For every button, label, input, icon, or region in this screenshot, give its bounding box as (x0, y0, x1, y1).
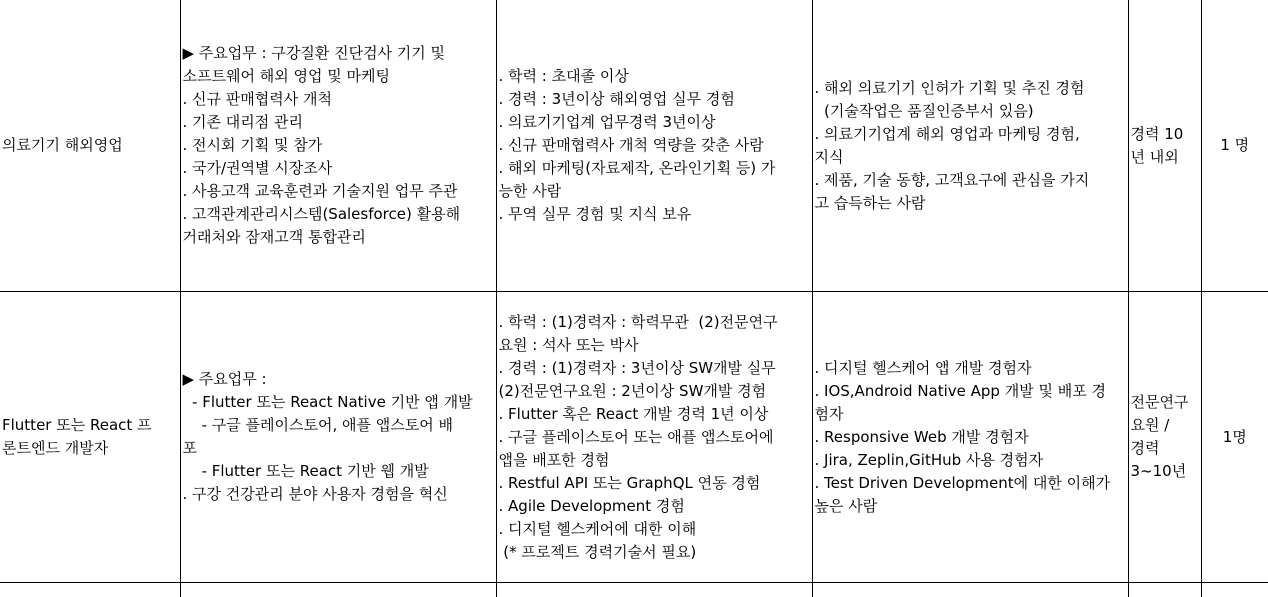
requirement-line: 요원 : 석사 또는 박사 (499, 334, 810, 357)
requirement-line: 능한 사람 (499, 180, 810, 203)
duty-line: . 사용고객 교육훈련과 기술지원 업무 주관 (183, 180, 494, 203)
position-cell (0, 0, 180, 292)
requirement-line: . 학력 : (1)경력자 : 학력무관 (2)전문연구 (499, 311, 810, 334)
preferred-line: . IOS,Android Native App 개발 및 배포 경 (815, 380, 1126, 403)
headcount-value: 1명 (1223, 428, 1247, 446)
requirement-line: . Restful API 또는 GraphQL 연동 경험 (499, 472, 810, 495)
requirement-line: 앱을 배포한 경험 (499, 449, 810, 472)
preferred-line: (기술작업은 품질인증부서 있음) (815, 100, 1126, 123)
empty-cell (1201, 583, 1268, 597)
duty-line: . 신규 판매협력사 개척 (183, 88, 494, 111)
duties-cell (180, 0, 496, 292)
duty-line: . 전시회 기획 및 참가 (183, 134, 494, 157)
duty-line: - 구글 플레이스토어, 애플 앱스토어 배 (183, 414, 494, 437)
empty-cell (496, 583, 812, 597)
duty-line: - Flutter 또는 React Native 기반 앱 개발 (183, 391, 494, 414)
headcount-cell (1201, 0, 1268, 292)
empty-cell (1128, 583, 1201, 597)
experience-cell (1128, 292, 1201, 583)
duty-line: 거래처와 잠재고객 통합관리 (183, 226, 494, 249)
duties-cell (180, 292, 496, 583)
position-title: 론트엔드 개발자 (2, 437, 178, 460)
preferred-line: 높은 사람 (815, 495, 1126, 518)
duty-line: . 구강 건강관리 분야 사용자 경험을 혁신 (183, 483, 494, 506)
preferred-cell (812, 0, 1128, 292)
requirement-line: . 디지털 헬스케어에 대한 이해 (499, 518, 810, 541)
requirement-line: . 경력 : (1)경력자 : 3년이상 SW개발 실무 (499, 357, 810, 380)
requirement-line: . 경력 : 3년이상 해외영업 실무 경험 (499, 88, 810, 111)
requirement-line: . 해외 마케팅(자료제작, 온라인기획 등) 가 (499, 157, 810, 180)
preferred-line: 고 습득하는 사람 (815, 192, 1126, 215)
preferred-line: . 해외 의료기기 인허가 기획 및 추진 경험 (815, 77, 1126, 100)
duty-line: - Flutter 또는 React 기반 웹 개발 (183, 460, 494, 483)
requirements-cell (496, 292, 812, 583)
preferred-line: . 의료기기업계 해외 영업과 마케팅 경험, (815, 123, 1126, 146)
empty-cell (180, 583, 496, 597)
requirement-line: . 무역 실무 경험 및 지식 보유 (499, 203, 810, 226)
requirement-line: . 의료기기업계 업무경력 3년이상 (499, 111, 810, 134)
headcount-value: 1 명 (1220, 136, 1249, 154)
preferred-cell (812, 292, 1128, 583)
requirement-line: (* 프로젝트 경력기술서 필요) (499, 541, 810, 564)
requirement-line: . 구글 플레이스토어 또는 애플 앱스토어에 (499, 426, 810, 449)
experience-line: 전문연구 (1131, 391, 1199, 414)
table-row (0, 583, 1268, 597)
requirement-line: (2)전문연구요원 : 2년이상 SW개발 경험 (499, 380, 810, 403)
preferred-line: . 디지털 헬스케어 앱 개발 경험자 (815, 357, 1126, 380)
requirements-cell (496, 0, 812, 292)
preferred-line: . Test Driven Development에 대한 이해가 (815, 472, 1126, 495)
table-row (0, 0, 1268, 292)
empty-cell (0, 583, 180, 597)
headcount-cell (1201, 292, 1268, 583)
duty-line: . 기존 대리점 관리 (183, 111, 494, 134)
empty-cell (812, 583, 1128, 597)
experience-line: 년 내외 (1131, 146, 1199, 169)
position-title: 의료기기 해외영업 (2, 134, 178, 157)
duty-line: 포 (183, 437, 494, 460)
requirement-line: . 학력 : 초대졸 이상 (499, 65, 810, 88)
experience-cell (1128, 0, 1201, 292)
duty-line: . 고객관계관리시스템(Salesforce) 활용해 (183, 203, 494, 226)
duty-line: ▶ 주요업무 : (183, 368, 494, 391)
requirement-line: . 신규 판매협력사 개척 역량을 갖춘 사람 (499, 134, 810, 157)
position-cell (0, 292, 180, 583)
duty-line: 소프트웨어 해외 영업 및 마케팅 (183, 65, 494, 88)
experience-line: 3~10년 (1131, 460, 1199, 483)
requirement-line: . Agile Development 경험 (499, 495, 810, 518)
preferred-line: 험자 (815, 403, 1126, 426)
table-row (0, 292, 1268, 583)
duty-line: ▶ 주요업무 : 구강질환 진단검사 기기 및 (183, 42, 494, 65)
preferred-line: . 제품, 기술 동향, 고객요구에 관심을 가지 (815, 169, 1126, 192)
experience-line: 요원 / (1131, 414, 1199, 437)
requirement-line: . Flutter 혹은 React 개발 경력 1년 이상 (499, 403, 810, 426)
preferred-line: . Responsive Web 개발 경험자 (815, 426, 1126, 449)
preferred-line: 지식 (815, 146, 1126, 169)
preferred-line: . Jira, Zeplin,GitHub 사용 경험자 (815, 449, 1126, 472)
position-title: Flutter 또는 React 프 (2, 414, 178, 437)
experience-line: 경력 (1131, 437, 1199, 460)
duty-line: . 국가/권역별 시장조사 (183, 157, 494, 180)
experience-line: 경력 10 (1131, 123, 1199, 146)
